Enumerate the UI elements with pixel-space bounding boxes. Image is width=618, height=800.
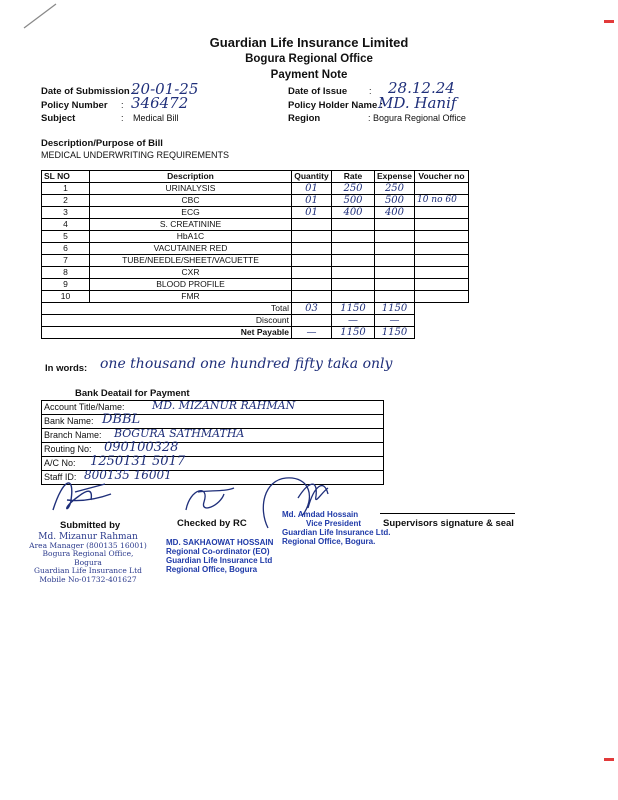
bank-name-label: Bank Name: bbox=[44, 416, 94, 426]
row-qty bbox=[292, 243, 332, 255]
row-qty: 01 bbox=[292, 195, 332, 207]
table-row bbox=[42, 291, 469, 303]
net-rate: 1150 bbox=[332, 327, 375, 339]
routing-label: Routing No: bbox=[44, 444, 92, 454]
stamp1-line: Md. Mizanur Rahman bbox=[38, 532, 138, 542]
acno-value: 1250131 5017 bbox=[90, 454, 186, 469]
table-row bbox=[42, 219, 469, 231]
pen-mark bbox=[22, 2, 58, 30]
row-sl: 10 bbox=[42, 291, 90, 303]
stamp2-line: Regional Office, Bogura. bbox=[282, 537, 376, 546]
issue-value: 28.12.24 bbox=[388, 79, 455, 97]
bill-table bbox=[41, 170, 469, 339]
discount-qty bbox=[292, 315, 332, 327]
col-description: Description bbox=[90, 171, 292, 183]
discount-row bbox=[42, 315, 469, 327]
stamp-rc bbox=[166, 538, 296, 574]
row-sl: 4 bbox=[42, 219, 90, 231]
col-quantity: Quantity bbox=[292, 171, 332, 183]
routing-value: 090100328 bbox=[104, 440, 179, 455]
row-qty bbox=[292, 231, 332, 243]
table-row bbox=[42, 255, 469, 267]
row-sl: 5 bbox=[42, 231, 90, 243]
row-exp bbox=[375, 219, 415, 231]
row-rate bbox=[332, 279, 375, 291]
in-words-value: one thousand one hundred fifty taka only bbox=[100, 356, 393, 372]
signature-checked bbox=[180, 480, 240, 520]
bank-row-branch bbox=[42, 429, 383, 443]
row-rate bbox=[332, 267, 375, 279]
discount-exp: — bbox=[375, 315, 415, 327]
purpose-label: Description/Purpose of Bill bbox=[41, 138, 163, 149]
stamp-submitter bbox=[28, 533, 148, 584]
row-sl: 9 bbox=[42, 279, 90, 291]
account-label: Account Title/Name: bbox=[44, 402, 125, 412]
holder-value: MD. Hanif bbox=[378, 94, 457, 112]
row-sl: 7 bbox=[42, 255, 90, 267]
col-sl: SL NO bbox=[42, 171, 90, 183]
table-row bbox=[42, 195, 469, 207]
row-voucher bbox=[414, 219, 468, 231]
row-sl: 1 bbox=[42, 183, 90, 195]
row-rate bbox=[332, 219, 375, 231]
holder-label: Policy Holder Name : bbox=[288, 100, 384, 111]
net-qty: — bbox=[292, 327, 332, 339]
branch-value: BOGURA SATHMATHA bbox=[114, 427, 245, 440]
row-exp bbox=[375, 267, 415, 279]
issue-label: Date of Issue bbox=[288, 86, 348, 97]
row-rate bbox=[332, 291, 375, 303]
issue-colon: : bbox=[369, 86, 372, 96]
row-desc: S. CREATININE bbox=[90, 219, 292, 231]
table-row bbox=[42, 279, 469, 291]
checked-by-label: Checked by RC bbox=[177, 518, 247, 529]
total-exp: 1150 bbox=[375, 303, 415, 315]
table-row bbox=[42, 267, 469, 279]
table-row bbox=[42, 207, 469, 219]
region-label: Region bbox=[288, 113, 321, 124]
row-rate bbox=[332, 255, 375, 267]
row-rate: 250 bbox=[332, 183, 375, 195]
row-exp bbox=[375, 279, 415, 291]
row-rate bbox=[332, 231, 375, 243]
row-qty bbox=[292, 267, 332, 279]
submission-label: Date of Submission : bbox=[41, 86, 136, 97]
row-desc: CXR bbox=[90, 267, 292, 279]
row-exp: 250 bbox=[375, 183, 415, 195]
row-desc: FMR bbox=[90, 291, 292, 303]
discount-blank bbox=[414, 315, 468, 327]
discount-rate: — bbox=[332, 315, 375, 327]
row-voucher bbox=[414, 255, 468, 267]
staff-label: Staff ID: bbox=[44, 472, 77, 482]
stamp-vp bbox=[282, 510, 402, 546]
submitted-by-label: Submitted by bbox=[60, 520, 121, 531]
total-qty: 03 bbox=[292, 303, 332, 315]
total-row bbox=[42, 303, 469, 315]
row-desc: URINALYSIS bbox=[90, 183, 292, 195]
scan-mark bbox=[604, 20, 614, 23]
policy-value: 346472 bbox=[131, 94, 189, 112]
total-rate: 1150 bbox=[332, 303, 375, 315]
row-sl: 6 bbox=[42, 243, 90, 255]
row-exp: 500 bbox=[375, 195, 415, 207]
purpose-value: MEDICAL UNDERWRITING REQUIREMENTS bbox=[41, 150, 230, 160]
col-expense: Expense bbox=[375, 171, 415, 183]
row-voucher bbox=[414, 231, 468, 243]
row-voucher bbox=[414, 243, 468, 255]
row-desc: HbA1C bbox=[90, 231, 292, 243]
row-exp bbox=[375, 255, 415, 267]
row-desc: ECG bbox=[90, 207, 292, 219]
total-label: Total bbox=[42, 303, 292, 315]
bank-name-value: DBBL bbox=[102, 412, 141, 427]
row-voucher bbox=[414, 291, 468, 303]
scan-mark bbox=[604, 758, 614, 761]
table-row bbox=[42, 243, 469, 255]
office-title: Bogura Regional Office bbox=[245, 53, 373, 65]
row-rate bbox=[332, 243, 375, 255]
row-exp bbox=[375, 243, 415, 255]
row-voucher bbox=[414, 207, 468, 219]
row-qty bbox=[292, 291, 332, 303]
stamp1-line: Area Manager (800135 16001) bbox=[29, 540, 147, 550]
subject-value: Medical Bill bbox=[133, 113, 179, 123]
row-sl: 2 bbox=[42, 195, 90, 207]
subject-colon: : bbox=[121, 113, 124, 123]
row-desc: CBC bbox=[90, 195, 292, 207]
row-exp: 400 bbox=[375, 207, 415, 219]
net-blank bbox=[414, 327, 468, 339]
stamp3-line: Regional Co-ordinator (EO) bbox=[166, 547, 270, 556]
col-rate: Rate bbox=[332, 171, 375, 183]
row-voucher bbox=[414, 183, 468, 195]
stamp2-line: Vice President bbox=[306, 519, 361, 528]
stamp3-line: MD. SAKHAOWAT HOSSAIN bbox=[166, 538, 274, 547]
net-label: Net Payable bbox=[42, 327, 292, 339]
region-value: : Bogura Regional Office bbox=[368, 113, 466, 123]
row-voucher bbox=[414, 279, 468, 291]
row-rate: 500 bbox=[332, 195, 375, 207]
row-sl: 3 bbox=[42, 207, 90, 219]
row-qty bbox=[292, 255, 332, 267]
row-qty: 01 bbox=[292, 207, 332, 219]
row-sl: 8 bbox=[42, 267, 90, 279]
policy-label: Policy Number bbox=[41, 100, 108, 111]
stamp2-line: Md. Amdad Hossain bbox=[282, 510, 359, 519]
submission-value: 20-01-25 bbox=[131, 80, 199, 98]
table-row bbox=[42, 231, 469, 243]
total-blank bbox=[414, 303, 468, 315]
row-desc: TUBE/NEEDLE/SHEET/VACUETTE bbox=[90, 255, 292, 267]
row-exp bbox=[375, 291, 415, 303]
stamp3-line: Guardian Life Insurance Ltd bbox=[166, 556, 273, 565]
row-qty: 01 bbox=[292, 183, 332, 195]
staff-value: 800135 16001 bbox=[84, 468, 172, 482]
row-qty bbox=[292, 279, 332, 291]
branch-label: Branch Name: bbox=[44, 430, 102, 440]
stamp2-line: Guardian Life Insurance Ltd. bbox=[282, 528, 391, 537]
row-desc: VACUTAINER RED bbox=[90, 243, 292, 255]
table-header-row bbox=[42, 171, 469, 183]
acno-label: A/C No: bbox=[44, 458, 76, 468]
row-desc: BLOOD PROFILE bbox=[90, 279, 292, 291]
doc-type-title: Payment Note bbox=[270, 69, 348, 81]
bank-title: Bank Deatail for Payment bbox=[75, 388, 190, 399]
signature-submitted bbox=[45, 470, 115, 518]
col-voucher: Voucher no bbox=[414, 171, 468, 183]
net-exp: 1150 bbox=[375, 327, 415, 339]
in-words-label: In words: bbox=[45, 363, 88, 374]
bank-row-account bbox=[42, 401, 383, 415]
discount-label: Discount bbox=[42, 315, 292, 327]
stamp3-line: Regional Office, Bogura bbox=[166, 565, 258, 574]
row-voucher bbox=[414, 267, 468, 279]
policy-colon: : bbox=[121, 100, 124, 110]
row-exp bbox=[375, 231, 415, 243]
row-voucher: 10 no 60 bbox=[414, 195, 468, 207]
row-qty bbox=[292, 219, 332, 231]
stamp1-line: Bogura Regional Office, Bogura bbox=[42, 549, 134, 567]
subject-label: Subject bbox=[41, 113, 76, 124]
company-title: Guardian Life Insurance Limited bbox=[209, 35, 409, 50]
table-row bbox=[42, 183, 469, 195]
row-rate: 400 bbox=[332, 207, 375, 219]
account-value: MD. MIZANUR RAHMAN bbox=[152, 399, 296, 412]
stamp1-line: Mobile No-01732-401627 bbox=[39, 574, 137, 584]
net-row bbox=[42, 327, 469, 339]
stamp1-line: Guardian Life Insurance Ltd bbox=[34, 566, 142, 575]
supervisor-label: Supervisors signature & seal bbox=[383, 518, 514, 529]
